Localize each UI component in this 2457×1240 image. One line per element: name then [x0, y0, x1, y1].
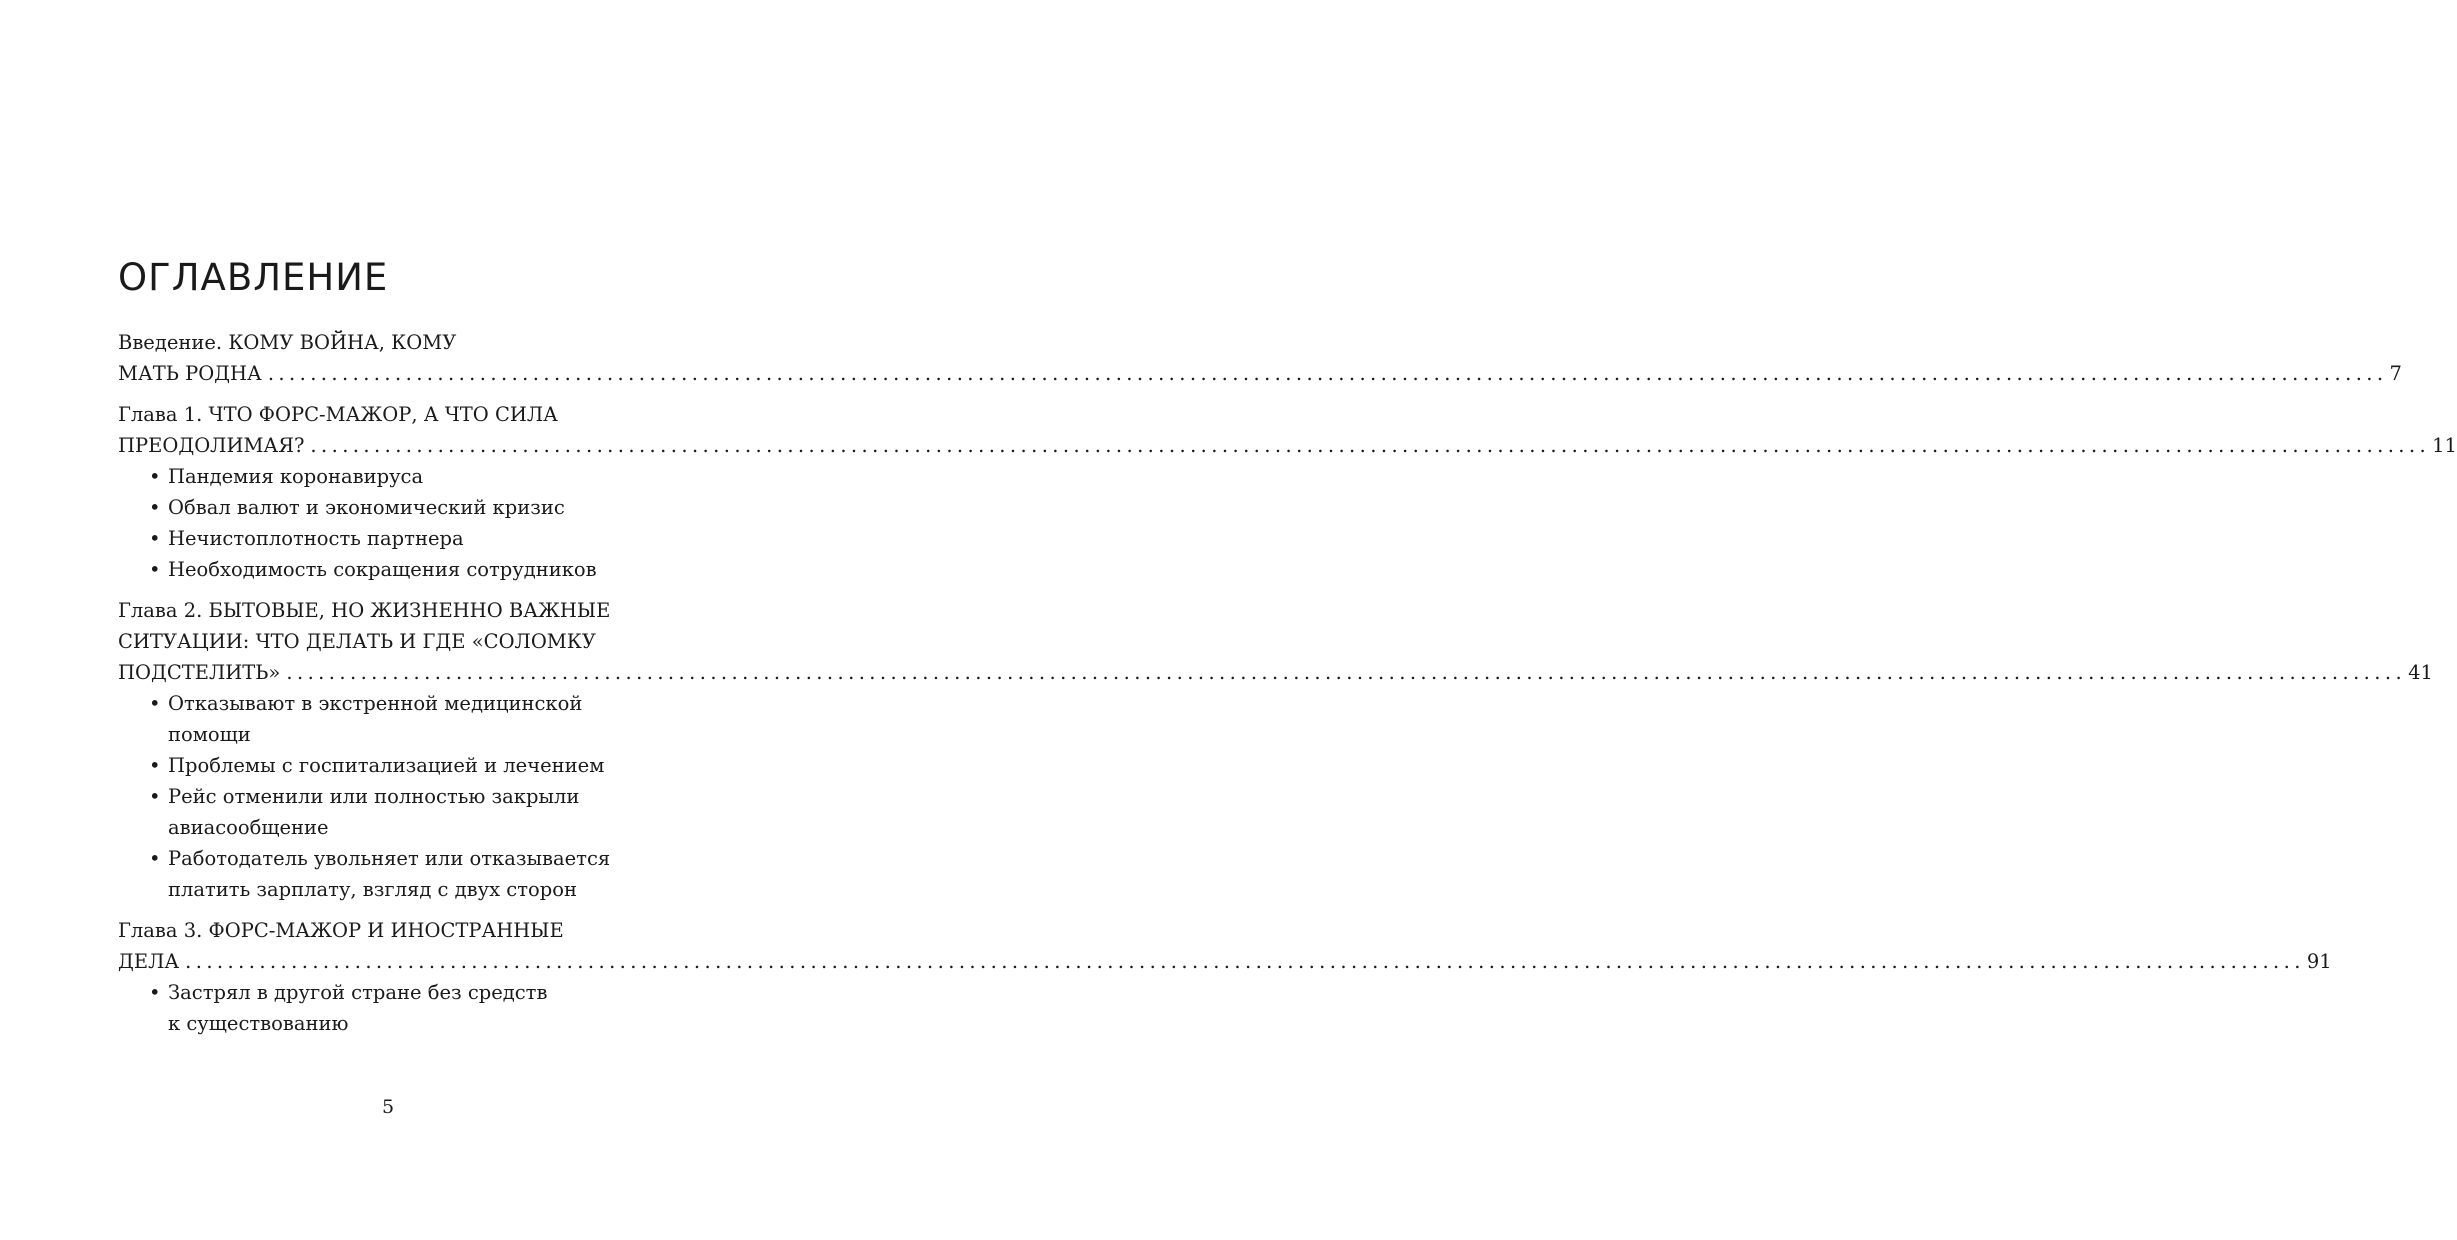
- toc-subsection-line: помощи: [168, 723, 251, 746]
- toc-entry-title-line: Введение. КОМУ ВОЙНА, КОМУ: [118, 331, 457, 354]
- toc-subsection: [149, 781, 655, 843]
- toc-entry-title-line: Глава 2. БЫТОВЫЕ, НО ЖИЗНЕННО ВАЖНЫЕ: [118, 599, 611, 622]
- bullet-icon: •: [149, 558, 161, 581]
- page-number: 5: [381, 1096, 395, 1118]
- toc-subsection-list: [118, 977, 655, 1039]
- bullet-icon: •: [149, 785, 161, 808]
- toc-entry-title-line: ПОДСТЕЛИТЬ»: [118, 661, 281, 684]
- bullet-icon: •: [149, 496, 161, 519]
- toc-entry-title-line: ДЕЛА: [118, 950, 180, 973]
- bullet-icon: •: [149, 692, 161, 715]
- toc-subsection-line: Нечистоплотность партнера: [168, 527, 464, 550]
- toc-page-number: 41: [2408, 661, 2433, 684]
- toc-subsection: [149, 492, 655, 523]
- toc-subsection: [149, 523, 655, 554]
- toc-page-number: 91: [2306, 950, 2332, 973]
- toc-entry-leader-line: [118, 358, 2402, 389]
- dot-leader: ........................................................................................................................................................................................................: [286, 661, 2407, 684]
- bullet-icon: •: [149, 527, 161, 550]
- toc-entry-title-line: СИТУАЦИИ: ЧТО ДЕЛАТЬ И ГДЕ «СОЛОМКУ: [118, 630, 596, 653]
- toc-subsection-line: Застрял в другой стране без средств: [168, 981, 548, 1004]
- toc-subsection-line: к существованию: [168, 1012, 349, 1035]
- toc-entry-title-line: ПРЕОДОЛИМАЯ?: [118, 434, 305, 457]
- toc-entry-title-line: МАТЬ РОДНА: [118, 362, 262, 385]
- toc-entry-title-line: Глава 3. ФОРС-МАЖОР И ИНОСТРАННЫЕ: [118, 919, 564, 942]
- toc-page-number: 7: [2389, 362, 2402, 385]
- toc-subsection: [149, 688, 655, 750]
- toc-subsection-list: [118, 688, 655, 905]
- toc-subsection: [149, 461, 655, 492]
- toc-subsection: [149, 554, 655, 585]
- toc-page-number: 11: [2432, 434, 2457, 457]
- toc-subsection: [149, 843, 655, 905]
- toc-entry-title-line: Глава 1. ЧТО ФОРС-МАЖОР, А ЧТО СИЛА: [118, 403, 558, 426]
- toc-entry: [118, 915, 2332, 1039]
- dot-leader: ........................................................................................................................................................................................................: [310, 434, 2431, 457]
- toc-entry-leader-line: [118, 430, 2457, 461]
- bullet-icon: •: [149, 847, 161, 870]
- toc-subsection-line: авиасообщение: [168, 816, 329, 839]
- toc-entry-leader-line: [118, 946, 2332, 977]
- bullet-icon: •: [149, 981, 161, 1004]
- toc-entry: [118, 327, 2402, 389]
- dot-leader: ........................................................................................................................................................................................................: [267, 362, 2388, 385]
- toc-subsection-line: Необходимость сокращения сотрудников: [168, 558, 597, 581]
- dot-leader: ........................................................................................................................................................................................................: [185, 950, 2305, 973]
- toc-subsection-line: Проблемы с госпитализацией и лечением: [168, 754, 605, 777]
- toc-subsection-line: Обвал валют и экономический кризис: [168, 496, 565, 519]
- toc-entry-leader-line: [118, 657, 2433, 688]
- bullet-icon: •: [149, 465, 161, 488]
- toc-entry: [118, 399, 2457, 585]
- toc-subsection-line: Рейс отменили или полностью закрыли: [168, 785, 580, 808]
- toc-entry: [118, 595, 2433, 905]
- toc-subsection: [149, 750, 655, 781]
- toc-subsection-line: Отказывают в экстренной медицинской: [168, 692, 583, 715]
- toc-subsection: [149, 977, 655, 1039]
- toc-subsection-line: платить зарплату, взгляд с двух сторон: [168, 878, 577, 901]
- toc-subsection-list: [118, 461, 655, 585]
- page-title: ОГЛАВЛЕНИЕ: [118, 256, 389, 299]
- toc-subsection-line: Пандемия коронавируса: [168, 465, 424, 488]
- table-of-contents: [118, 327, 2457, 1039]
- toc-subsection-line: Работодатель увольняет или отказывается: [168, 847, 611, 870]
- bullet-icon: •: [149, 754, 161, 777]
